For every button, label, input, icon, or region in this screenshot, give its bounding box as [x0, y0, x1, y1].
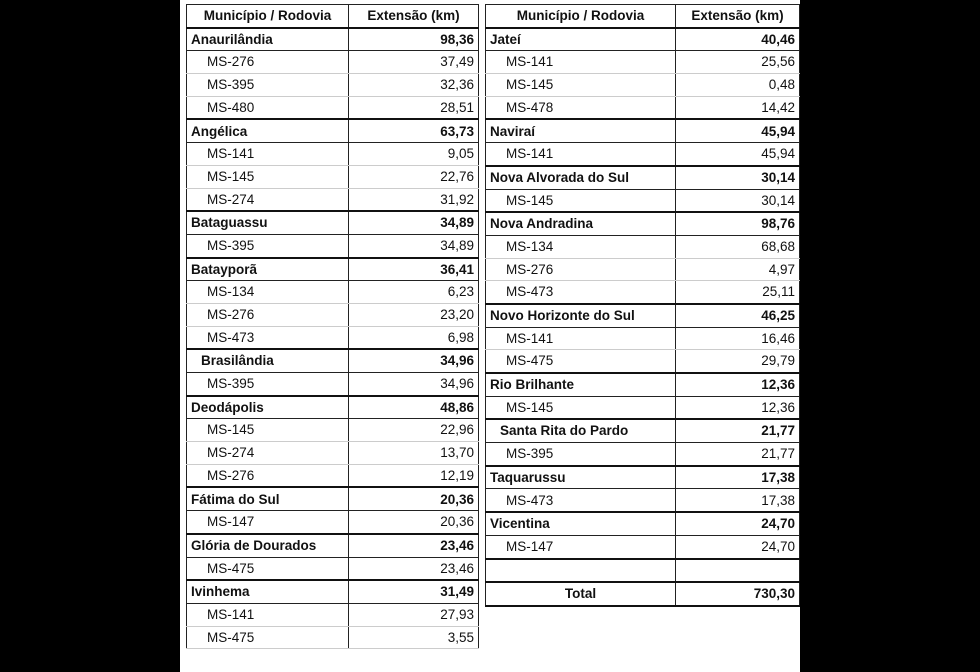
road-row [187, 419, 479, 442]
table-left-body [187, 28, 479, 649]
document-sheet [180, 0, 800, 672]
table-right-body [486, 28, 800, 606]
road-row [187, 511, 479, 534]
road-name: MS-475 [187, 626, 349, 649]
header-municipio: Município / Rodovia [187, 5, 349, 28]
road-row [187, 51, 479, 74]
road-name: MS-473 [187, 326, 349, 349]
road-row [187, 603, 479, 626]
road-row [187, 464, 479, 487]
road-row [486, 143, 800, 166]
road-row [486, 189, 800, 212]
municipality-row [486, 373, 800, 396]
municipality-name: Glória de Dourados [187, 534, 349, 557]
municipality-row [486, 512, 800, 535]
road-row [486, 327, 800, 350]
road-name: MS-141 [187, 143, 349, 166]
extension-value: 27,93 [349, 603, 479, 626]
extension-value: 17,38 [676, 466, 800, 489]
road-row [486, 281, 800, 304]
road-name: MS-145 [187, 419, 349, 442]
road-row [187, 234, 479, 257]
blank-row [486, 559, 800, 583]
road-row [187, 626, 479, 649]
municipality-name: Ivinhema [187, 580, 349, 603]
extension-value: 34,96 [349, 373, 479, 396]
extension-value: 34,89 [349, 234, 479, 257]
road-name: MS-134 [187, 281, 349, 304]
extension-value: 24,70 [676, 512, 800, 535]
road-name: MS-276 [187, 464, 349, 487]
road-name: MS-147 [187, 511, 349, 534]
extension-value: 37,49 [349, 51, 479, 74]
road-name: MS-473 [486, 489, 676, 512]
road-name: MS-274 [187, 442, 349, 465]
road-name: MS-141 [187, 603, 349, 626]
extension-value: 98,76 [676, 212, 800, 235]
municipality-name: Rio Brilhante [486, 373, 676, 396]
municipality-row [187, 487, 479, 510]
extension-value: 98,36 [349, 28, 479, 51]
municipality-name: Angélica [187, 119, 349, 142]
extension-value: 12,36 [676, 396, 800, 419]
extension-value: 21,77 [676, 443, 800, 466]
extension-value: 48,86 [349, 396, 479, 419]
road-name: MS-395 [187, 74, 349, 97]
extension-value: 6,23 [349, 281, 479, 304]
extension-value: 63,73 [349, 119, 479, 142]
extension-value: 14,42 [676, 96, 800, 119]
road-row [187, 557, 479, 580]
extension-value: 16,46 [676, 327, 800, 350]
extension-value: 46,25 [676, 304, 800, 327]
road-name: MS-276 [187, 51, 349, 74]
municipality-row [486, 212, 800, 235]
road-name: MS-475 [486, 350, 676, 373]
road-row [486, 350, 800, 373]
road-name: MS-145 [486, 74, 676, 97]
total-row [486, 582, 800, 606]
road-row [187, 74, 479, 97]
municipality-name: Vicentina [486, 512, 676, 535]
extension-value: 4,97 [676, 258, 800, 281]
municipality-row [187, 258, 479, 281]
road-name: MS-395 [187, 234, 349, 257]
municipality-row [486, 119, 800, 142]
road-name: MS-141 [486, 327, 676, 350]
extension-value: 30,14 [676, 189, 800, 212]
road-row [486, 51, 800, 74]
extension-value: 24,70 [676, 535, 800, 558]
municipality-row [187, 211, 479, 234]
extension-value: 29,79 [676, 350, 800, 373]
road-name: MS-141 [486, 143, 676, 166]
header-extensao: Extensão (km) [676, 5, 800, 28]
municipality-row [187, 349, 479, 372]
road-name: MS-145 [486, 189, 676, 212]
road-name: MS-141 [486, 51, 676, 74]
table-right [485, 4, 800, 607]
extension-value: 20,36 [349, 487, 479, 510]
road-row [486, 74, 800, 97]
extension-value: 22,96 [349, 419, 479, 442]
road-name: MS-147 [486, 535, 676, 558]
municipality-row [486, 166, 800, 189]
extension-value: 40,46 [676, 28, 800, 51]
extension-value: 45,94 [676, 119, 800, 142]
municipality-name: Nova Andradina [486, 212, 676, 235]
municipality-name: Anaurilândia [187, 28, 349, 51]
road-row [486, 235, 800, 258]
extension-value: 31,92 [349, 188, 479, 211]
extension-value: 30,14 [676, 166, 800, 189]
table-left [186, 4, 479, 649]
total-label: Total [486, 582, 676, 606]
extension-value: 0,48 [676, 74, 800, 97]
road-row [486, 96, 800, 119]
municipality-name: Jateí [486, 28, 676, 51]
extension-value [676, 559, 800, 583]
municipality-name: Taquarussu [486, 466, 676, 489]
extension-value: 23,20 [349, 303, 479, 326]
extension-value: 25,56 [676, 51, 800, 74]
road-name: MS-274 [187, 188, 349, 211]
road-name: MS-276 [486, 258, 676, 281]
header-extensao: Extensão (km) [349, 5, 479, 28]
extension-value: 32,36 [349, 74, 479, 97]
extension-value: 12,36 [676, 373, 800, 396]
road-row [187, 303, 479, 326]
road-row [486, 489, 800, 512]
extension-value: 31,49 [349, 580, 479, 603]
municipality-row [187, 396, 479, 419]
extension-value: 68,68 [676, 235, 800, 258]
extension-value: 17,38 [676, 489, 800, 512]
municipality-row [187, 119, 479, 142]
road-name: MS-395 [486, 443, 676, 466]
extension-value: 23,46 [349, 557, 479, 580]
municipality-row [486, 28, 800, 51]
extension-value: 3,55 [349, 626, 479, 649]
road-name: MS-145 [187, 165, 349, 188]
road-name: MS-475 [187, 557, 349, 580]
road-row [486, 443, 800, 466]
road-name: MS-478 [486, 96, 676, 119]
extension-value: 34,96 [349, 349, 479, 372]
extension-value: 12,19 [349, 464, 479, 487]
extension-value: 28,51 [349, 96, 479, 119]
extension-value: 21,77 [676, 419, 800, 442]
road-name: MS-276 [187, 303, 349, 326]
road-name: MS-480 [187, 96, 349, 119]
road-name: MS-134 [486, 235, 676, 258]
extension-value: 36,41 [349, 258, 479, 281]
municipality-row [187, 28, 479, 51]
road-row [486, 535, 800, 558]
municipality-name: Nova Alvorada do Sul [486, 166, 676, 189]
extension-value: 20,36 [349, 511, 479, 534]
road-name: MS-395 [187, 373, 349, 396]
road-name: MS-145 [486, 396, 676, 419]
municipality-name: Bataguassu [187, 211, 349, 234]
municipality-name: Batayporã [187, 258, 349, 281]
header-row [486, 5, 800, 28]
municipality-name: Deodápolis [187, 396, 349, 419]
total-value: 730,30 [676, 582, 800, 606]
road-row [187, 143, 479, 166]
road-row [486, 396, 800, 419]
road-row [187, 96, 479, 119]
municipality-row [187, 534, 479, 557]
header-municipio: Município / Rodovia [486, 5, 676, 28]
extension-value: 34,89 [349, 211, 479, 234]
municipality-name [486, 559, 676, 583]
municipality-row [486, 304, 800, 327]
municipality-row [486, 419, 800, 442]
header-row [187, 5, 479, 28]
road-row [187, 165, 479, 188]
municipality-name: Fátima do Sul [187, 487, 349, 510]
municipality-name: Novo Horizonte do Sul [486, 304, 676, 327]
road-row [187, 281, 479, 304]
municipality-name: Naviraí [486, 119, 676, 142]
municipality-name: Brasilândia [187, 349, 349, 372]
road-row [187, 188, 479, 211]
road-row [486, 258, 800, 281]
extension-value: 6,98 [349, 326, 479, 349]
extension-value: 9,05 [349, 143, 479, 166]
extension-value: 23,46 [349, 534, 479, 557]
extension-value: 13,70 [349, 442, 479, 465]
municipality-row [486, 466, 800, 489]
extension-value: 45,94 [676, 143, 800, 166]
road-name: MS-473 [486, 281, 676, 304]
road-row [187, 442, 479, 465]
extension-value: 22,76 [349, 165, 479, 188]
municipality-row [187, 580, 479, 603]
road-row [187, 373, 479, 396]
road-row [187, 326, 479, 349]
extension-value: 25,11 [676, 281, 800, 304]
municipality-name: Santa Rita do Pardo [486, 419, 676, 442]
